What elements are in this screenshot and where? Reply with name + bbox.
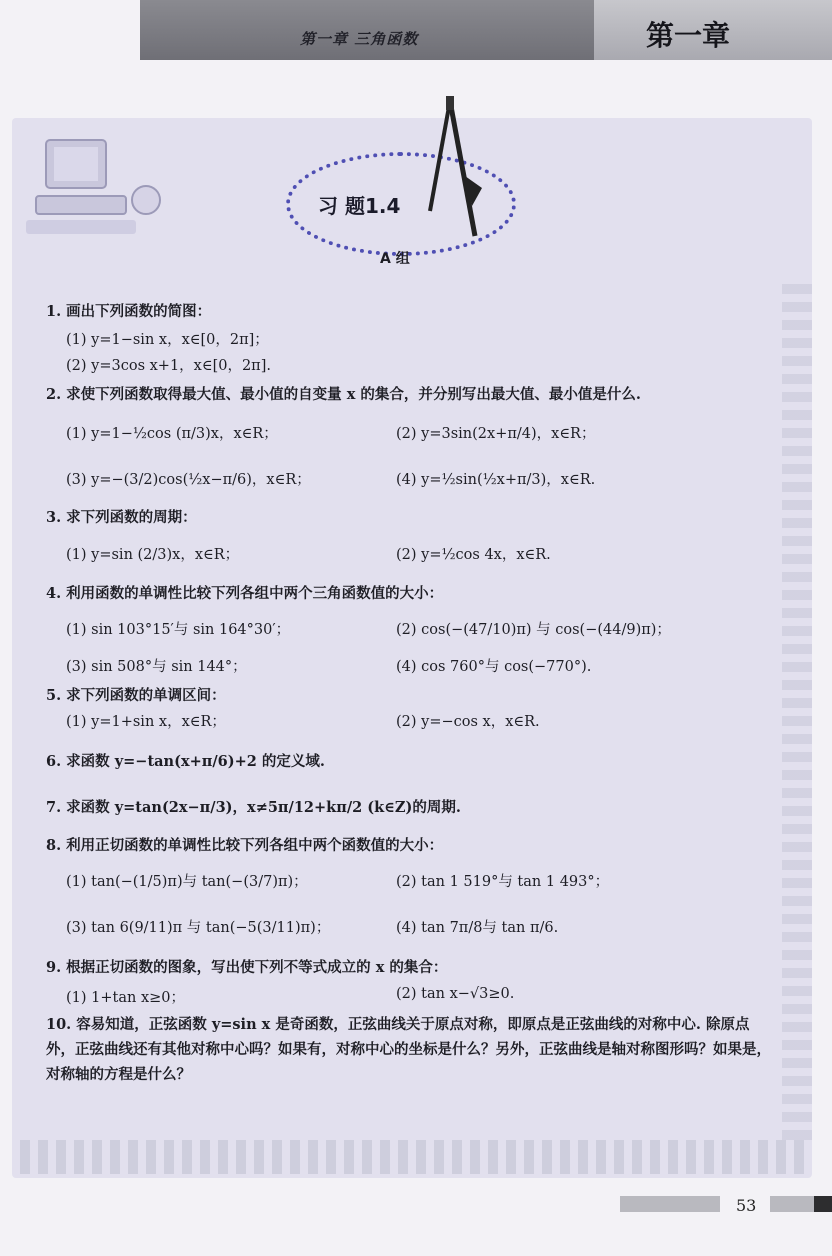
question-4-part-1: (1) sin 103°15′与 sin 164°30′； (66, 622, 291, 638)
question-4: 4. 利用函数的单调性比较下列各组中两个三角函数值的大小： (46, 585, 444, 602)
decorative-border (20, 1140, 810, 1174)
question-10: 10. 容易知道，正弦函数 y=sin x 是奇函数，正弦曲线关于原点对称，即原点是正弦曲线的对称中心. 除原点外，正弦曲线还有其他对称中心吗？如果有，对称中心的坐标是什么？另外，正弦曲线是轴对称图形吗？如果是，对称轴的方程是什么？ (46, 1016, 771, 1083)
question-8-part-4: (4) tan 7π/8与 tan π/6. (396, 920, 559, 936)
question-8: 8. 利用正切函数的单调性比较下列各组中两个函数值的大小： (46, 837, 444, 854)
question-6: 6. 求函数 y=−tan(x+π/6)+2 的定义域. (46, 753, 325, 770)
question-4-part-2: (2) cos(−(47/10)π) 与 cos(−(44/9)π)； (396, 622, 671, 638)
question-7: 7. 求函数 y=tan(2x−π/3)，x≠5π/12+kπ/2 (k∈Z)的周期. (46, 799, 461, 816)
question-3: 3. 求下列函数的周期： (46, 509, 197, 526)
exercise-title: 习 题1.4 (318, 194, 401, 218)
question-9-part-2: (2) tan x−√3≥0. (396, 986, 515, 1002)
question-2-part-2: (2) y=3sin(2x+π/4)，x∈R； (396, 426, 596, 442)
compass-icon (420, 96, 500, 246)
question-9: 9. 根据正切函数的图象，写出使下列不等式成立的 x 的集合： (46, 959, 448, 976)
question-2-part-3: (3) y=−(3/2)cos(½x−π/6)，x∈R； (66, 472, 311, 488)
computer-illustration-icon (26, 130, 176, 240)
question-3-part-1: (1) y=sin (2/3)x，x∈R； (66, 547, 240, 563)
question-4-part-3: (3) sin 508°与 sin 144°； (66, 659, 247, 675)
question-4-part-4: (4) cos 760°与 cos(−770°). (396, 659, 592, 675)
question-5-part-2: (2) y=−cos x，x∈R. (396, 714, 540, 730)
question-2-part-4: (4) y=½sin(½x+π/3)，x∈R. (396, 472, 596, 488)
group-label: A 组 (380, 251, 410, 267)
question-9-part-1: (1) 1+tan x≥0； (66, 990, 185, 1006)
question-3-part-2: (2) y=½cos 4x，x∈R. (396, 547, 551, 563)
question-1-part-2: (2) y=3cos x+1，x∈[0，2π]. (66, 358, 271, 374)
question-2: 2. 求使下列函数取得最大值、最小值的自变量 x 的集合，并分别写出最大值、最小值是什么. (46, 386, 641, 403)
question-5-part-1: (1) y=1+sin x，x∈R； (66, 714, 226, 730)
page-number: 53 (736, 1196, 757, 1215)
page-footer-bar (814, 1196, 832, 1212)
question-8-part-1: (1) tan(−(1/5)π)与 tan(−(3/7)π)； (66, 874, 308, 890)
section-title: 第一章 三角函数 (300, 30, 419, 48)
question-5: 5. 求下列函数的单调区间： (46, 687, 226, 704)
question-8-part-2: (2) tan 1 519°与 tan 1 493°； (396, 874, 610, 890)
page-footer-bar (620, 1196, 720, 1212)
chapter-label: 第一章 (646, 19, 731, 52)
question-1: 1. 画出下列函数的简图： (46, 303, 212, 320)
decorative-border (782, 280, 812, 1140)
question-1-part-1: (1) y=1−sin x，x∈[0，2π]； (66, 332, 269, 348)
question-2-part-1: (1) y=1−½cos (π/3)x，x∈R； (66, 426, 278, 442)
question-8-part-3: (3) tan 6(9/11)π 与 tan(−5(3/11)π)； (66, 920, 331, 936)
